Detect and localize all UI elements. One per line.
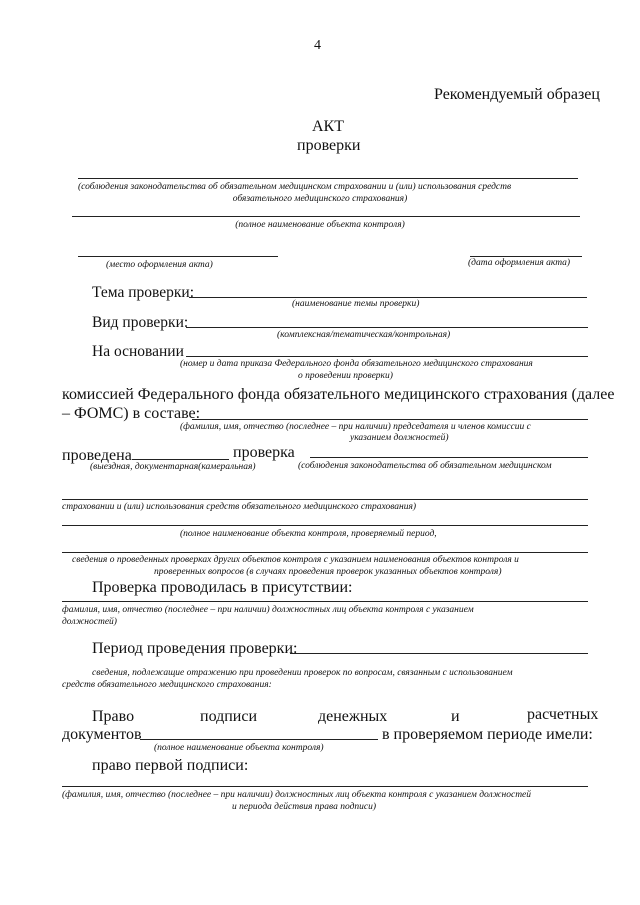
first-sign-note-1: (фамилия, имя, отчество (последнее – при наличии) должностных лиц объекта контроля с указанием должностей bbox=[62, 790, 532, 800]
other-checks-line[interactable] bbox=[62, 552, 588, 553]
subject-note-1: (соблюдения законодательства об обязательном медицинском страховании и (или) использования средств bbox=[78, 182, 512, 192]
first-sign-label: право первой подписи: bbox=[92, 757, 249, 774]
other-checks-note-2: проверенных вопросов (в случаях проведения проверок указанных объектов контроля) bbox=[154, 567, 502, 577]
theme-line[interactable] bbox=[189, 297, 587, 298]
first-sign-line[interactable] bbox=[62, 786, 588, 787]
check-note-2: страховании и (или) использования средств обязательного медицинского страхования) bbox=[62, 502, 417, 512]
presence-line[interactable] bbox=[62, 601, 588, 602]
object-note-2: (полное наименование объекта контроля) bbox=[154, 743, 324, 753]
basis-note-1: (номер и дата приказа Федерального фонда обязательного медицинского страхования bbox=[180, 359, 533, 369]
commission-note-2: указанием должностей) bbox=[350, 433, 449, 443]
subject-line[interactable] bbox=[78, 178, 578, 179]
commission-line[interactable] bbox=[192, 419, 588, 420]
object-note: (полное наименование объекта контроля) bbox=[235, 220, 405, 230]
conducted-note: (выездная, документарная(камеральная) bbox=[90, 462, 256, 472]
documents-line[interactable] bbox=[140, 739, 378, 740]
documents-label: документов bbox=[62, 726, 142, 743]
right-word-2: подписи bbox=[200, 708, 258, 725]
type-note: (комплексная/тематическая/контрольная) bbox=[277, 330, 451, 340]
sample-label: Рекомендуемый образец bbox=[434, 86, 600, 103]
check-note: (соблюдения законодательства об обязательном медицинском bbox=[298, 461, 552, 471]
info-note-2: средств обязательного медицинского страхования: bbox=[62, 680, 272, 690]
theme-label: Тема проверки: bbox=[92, 284, 194, 301]
conducted-line[interactable] bbox=[132, 459, 229, 460]
date-note: (дата оформления акта) bbox=[468, 258, 571, 268]
place-note: (место оформления акта) bbox=[106, 260, 213, 270]
check-cont-line[interactable] bbox=[62, 499, 588, 500]
object-period-line[interactable] bbox=[62, 525, 588, 526]
basis-line[interactable] bbox=[186, 356, 588, 357]
commission-note-1: (фамилия, имя, отчество (последнее – при наличии) председателя и членов комиссии с bbox=[180, 422, 531, 432]
check-label: проверка bbox=[233, 444, 295, 461]
right-word-3: денежных bbox=[318, 708, 388, 725]
other-checks-note-1: сведения о проведенных проверках других объектов контроля с указанием наименования объектов контроля и bbox=[72, 555, 519, 565]
commission-text-2: – ФОМС) в составе: bbox=[62, 405, 201, 422]
subject-note-2: обязательного медицинского страхования) bbox=[232, 194, 408, 204]
commission-text-1: комиссией Федерального фонда обязательного медицинского страхования (далее bbox=[62, 386, 615, 403]
type-label: Вид проверки: bbox=[92, 314, 189, 331]
first-sign-note-2: и периода действия права подписи) bbox=[232, 802, 377, 812]
basis-label: На основании bbox=[92, 343, 184, 360]
right-word-1: Право bbox=[92, 708, 135, 725]
period-label: Период проведения проверки: bbox=[92, 640, 298, 657]
place-line[interactable] bbox=[78, 256, 278, 257]
type-line[interactable] bbox=[186, 327, 588, 328]
object-line[interactable] bbox=[72, 216, 580, 217]
right-word-4: и bbox=[451, 708, 460, 725]
date-line[interactable] bbox=[470, 256, 582, 257]
object-period-note: (полное наименование объекта контроля, проверяемый период, bbox=[180, 529, 437, 539]
check-line[interactable] bbox=[310, 457, 588, 458]
presence-label: Проверка проводилась в присутствии: bbox=[92, 579, 353, 596]
doc-subtitle: проверки bbox=[297, 137, 361, 154]
presence-note-2: должностей) bbox=[62, 617, 117, 627]
conducted-label: проведена bbox=[62, 447, 132, 464]
page-number: 4 bbox=[314, 38, 321, 53]
had-label: в проверяемом периоде имели: bbox=[382, 726, 593, 743]
info-note-1: сведения, подлежащие отражению при проведении проверок по вопросам, связанным с использованием bbox=[92, 668, 513, 678]
theme-note: (наименование темы проверки) bbox=[292, 299, 420, 309]
right-word-5: расчетных bbox=[527, 706, 599, 723]
period-line[interactable] bbox=[290, 653, 588, 654]
basis-note-2: о проведении проверки) bbox=[298, 371, 393, 381]
presence-note-1: фамилия, имя, отчество (последнее – при наличии) должностных лиц объекта контроля с указанием bbox=[62, 605, 474, 615]
doc-title: АКТ bbox=[312, 118, 344, 135]
